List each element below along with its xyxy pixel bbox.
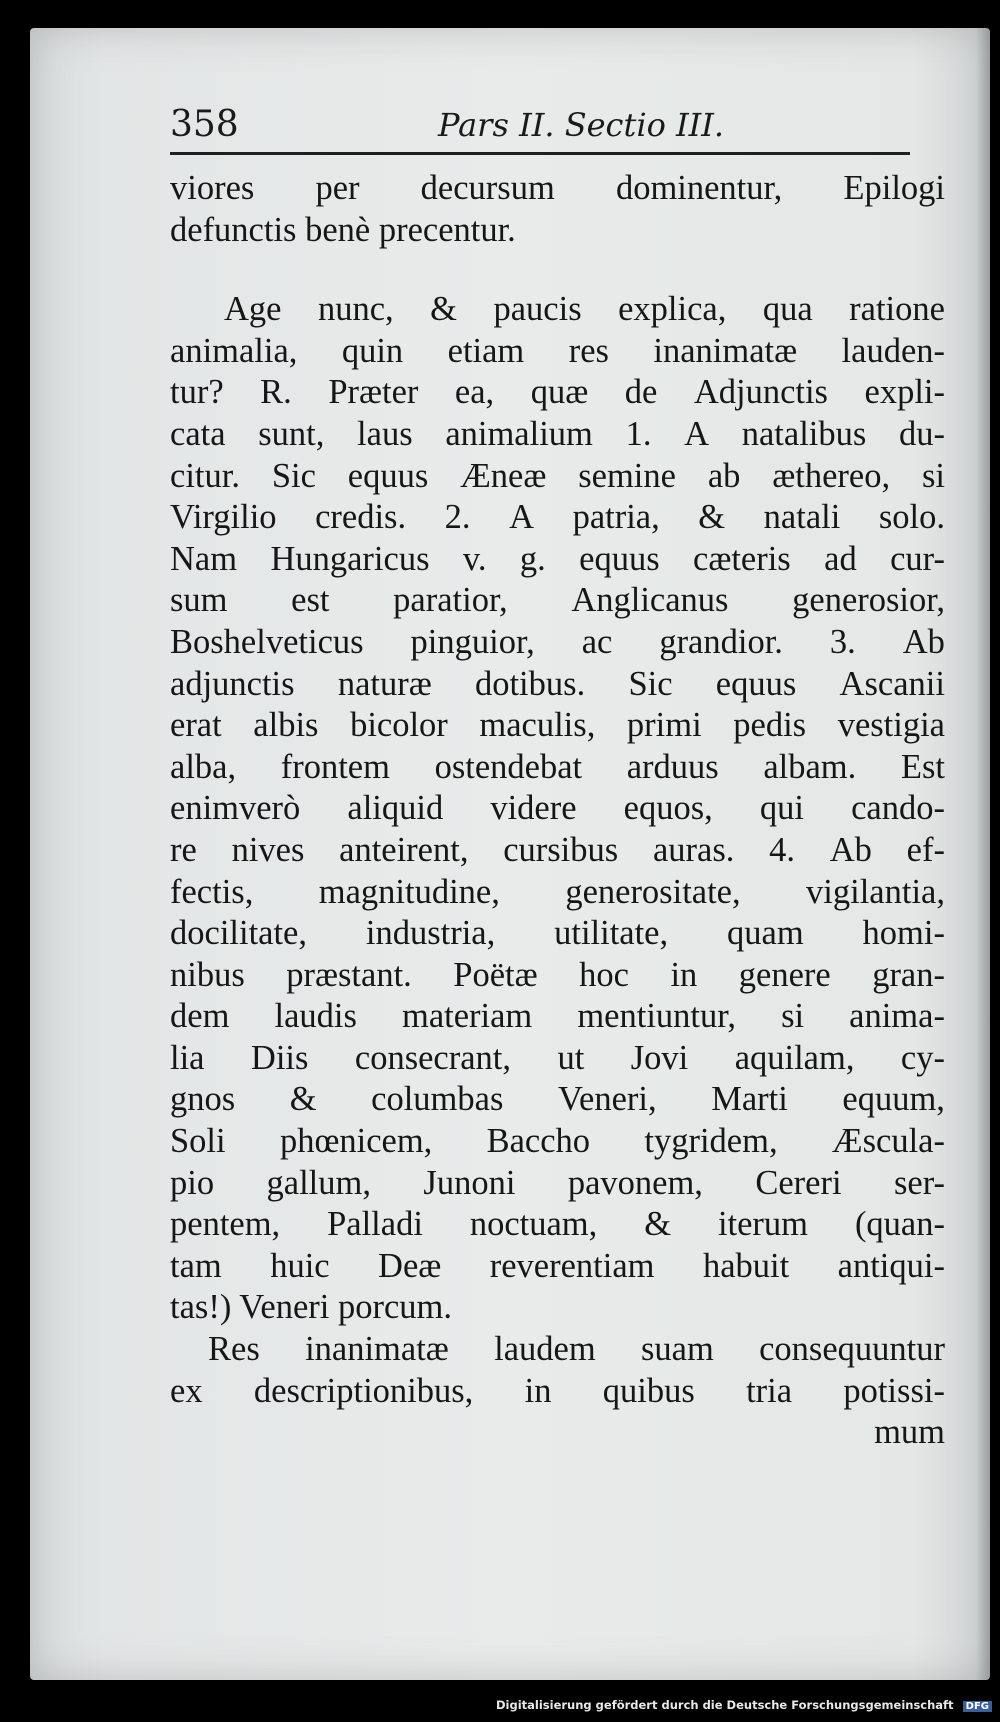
word: phœnicem, (279, 1122, 433, 1161)
word: dem (170, 997, 230, 1036)
text-line (170, 1121, 945, 1163)
word: in (524, 1371, 552, 1410)
word: cæteris (693, 539, 791, 578)
text-line (170, 289, 945, 331)
text-line (170, 1038, 945, 1080)
word: fectis, (170, 872, 254, 911)
word: equos, (623, 789, 713, 828)
word: Poëtæ (453, 955, 538, 994)
word: Virgilio (170, 498, 277, 537)
word: Age (224, 290, 282, 329)
word: & (698, 498, 726, 537)
word: Deæ (378, 1246, 442, 1285)
page-number: 358 (170, 104, 239, 145)
word: A (509, 498, 535, 537)
word: materiam (401, 997, 533, 1036)
word: si (921, 456, 945, 495)
word: laudem (494, 1330, 596, 1369)
word: equus (347, 456, 429, 495)
word: Ab (829, 830, 872, 869)
word: sunt, (258, 414, 325, 453)
word: lia (170, 1038, 205, 1077)
text-line (170, 913, 945, 955)
word: pedis (733, 706, 807, 745)
word: Jovi (630, 1038, 689, 1077)
word: anima- (849, 997, 945, 1036)
word: (quan- (854, 1205, 945, 1244)
word: quibus (602, 1371, 695, 1410)
word: sum (170, 581, 228, 620)
word: consequuntur (759, 1330, 945, 1369)
word: quæ (530, 373, 589, 412)
word: albam. (763, 747, 857, 786)
running-head: Pars II. Sectio III. (438, 106, 725, 144)
word: gnos (170, 1080, 236, 1119)
word: v. (462, 539, 487, 578)
word: reverentiam (489, 1246, 655, 1285)
word: primi (626, 706, 702, 745)
word: descriptionibus, (253, 1371, 474, 1410)
word: huic (270, 1246, 330, 1285)
text-line (170, 580, 945, 622)
word: natalibus (741, 414, 867, 453)
word: & (289, 1080, 317, 1119)
word: pio (170, 1163, 215, 1202)
word: in (670, 955, 698, 994)
word: de (624, 373, 658, 412)
word: industria, (365, 914, 496, 953)
word: du- (898, 414, 945, 453)
text-line (170, 1246, 945, 1288)
word: qua (762, 290, 813, 329)
word: expli- (864, 373, 945, 412)
word: quin (341, 331, 404, 370)
word: ab (707, 456, 741, 495)
word: vigilantia, (806, 872, 945, 911)
word: 1. (625, 414, 652, 453)
word: naturæ (337, 664, 432, 703)
word: Sic (271, 456, 316, 495)
word: Palladi (327, 1205, 423, 1244)
word: iterum (717, 1205, 809, 1244)
word: ea, (454, 373, 495, 412)
catchword: mum (874, 1413, 945, 1452)
word: gallum, (266, 1163, 371, 1202)
word: nunc, (317, 290, 394, 329)
word: re (170, 830, 197, 869)
word: credis. (315, 498, 407, 537)
word: alba, (170, 747, 237, 786)
text-line: tas!) Veneri porcum. (170, 1288, 452, 1327)
word: explica, (618, 290, 727, 329)
text-line (170, 456, 945, 498)
text-line (170, 497, 945, 539)
text-line (170, 372, 945, 414)
word: quam (727, 914, 804, 953)
word: Cereri (755, 1163, 842, 1202)
word: frontem (280, 747, 390, 786)
word: ac (581, 622, 613, 661)
word: Res (208, 1330, 260, 1369)
word: potissi- (843, 1371, 945, 1410)
word: nibus (170, 955, 245, 994)
word: Adjunctis (693, 373, 828, 412)
text-line (170, 664, 945, 706)
word: auras. (652, 830, 735, 869)
word: paucis (493, 290, 582, 329)
text-line (170, 1371, 945, 1413)
word: inanimatæ (305, 1330, 449, 1369)
word: albis (253, 706, 319, 745)
word: laus (357, 414, 413, 453)
word: g. (519, 539, 546, 578)
word: tria (746, 1371, 793, 1410)
word: citur. (170, 456, 240, 495)
word: equus (579, 539, 660, 578)
word: tur? (170, 373, 224, 412)
text-line: defunctis benè precentur. (170, 210, 516, 249)
word: Veneri, (557, 1080, 657, 1119)
text-line (170, 414, 945, 456)
word: mentiuntur, (577, 997, 736, 1036)
word: laudis (274, 997, 357, 1036)
word: Marti (711, 1080, 788, 1119)
word: qui (759, 789, 804, 828)
word: semine (578, 456, 676, 495)
word: viores (170, 169, 255, 207)
word: lauden- (841, 331, 945, 370)
credit-text: Digitalisierung gefördert durch die Deutsche Forschungsgemeinschaft (496, 1698, 954, 1712)
word: pentem, (170, 1205, 281, 1244)
word: aquilam, (734, 1038, 855, 1077)
paragraph-gap (170, 251, 945, 289)
text-line (170, 1163, 945, 1205)
word: inanimatæ (653, 331, 798, 370)
word: suam (640, 1330, 714, 1369)
page-edge-shadow (976, 28, 990, 1680)
text-line (170, 168, 945, 210)
word: cata (170, 414, 226, 453)
word: docilitate, (170, 914, 307, 953)
word: pavonem, (567, 1163, 703, 1202)
word: Boshelveticus (170, 622, 364, 661)
word: Anglicanus (571, 581, 729, 620)
word: & (644, 1205, 672, 1244)
text-line (170, 996, 945, 1038)
word: Sic (628, 664, 673, 703)
word: cy- (900, 1038, 945, 1077)
word: generosior, (792, 581, 945, 620)
word: paratior, (393, 581, 508, 620)
word: homi- (862, 914, 945, 953)
word: etiam (447, 331, 525, 370)
word: habuit (702, 1246, 790, 1285)
word: ostendebat (434, 747, 583, 786)
word: animalium (445, 414, 593, 453)
word: noctuam, (469, 1205, 598, 1244)
word: adjunctis (170, 664, 295, 703)
text-line (170, 955, 945, 997)
word: equum, (842, 1080, 945, 1119)
word: R. (260, 373, 292, 412)
word: Epilogi (843, 169, 945, 207)
word: 2. (444, 498, 471, 537)
word: tam (170, 1246, 222, 1285)
word: Soli (170, 1122, 226, 1161)
word: Præter (328, 373, 419, 412)
word: arduus (626, 747, 719, 786)
word: tygridem, (644, 1122, 778, 1161)
text-line (170, 747, 945, 789)
word: generositate, (565, 872, 741, 911)
word: ser- (893, 1163, 945, 1202)
word: columbas (371, 1080, 504, 1119)
word: grandior. (659, 622, 783, 661)
word: Junoni (423, 1163, 516, 1202)
word: 3. (829, 622, 856, 661)
word: ratione (849, 290, 945, 329)
word: Æscula- (831, 1122, 945, 1161)
word: animalia, (170, 331, 298, 370)
text-line (170, 872, 945, 914)
page-header (170, 100, 950, 156)
body-text (170, 168, 945, 1454)
word: Hungaricus (270, 539, 430, 578)
word: est (291, 581, 330, 620)
word: equus (715, 664, 797, 703)
dfg-logo-icon: DFG (963, 1701, 992, 1712)
word: per (315, 169, 360, 207)
word: ut (557, 1038, 585, 1077)
word: patria, (572, 498, 660, 537)
word: Ab (902, 622, 945, 661)
word: anteirent, (339, 830, 469, 869)
word: cur- (890, 539, 945, 578)
word: præstant. (286, 955, 412, 994)
word: ad (824, 539, 857, 578)
word: erat (170, 706, 222, 745)
word: enimverò (170, 789, 301, 828)
word: nives (231, 830, 305, 869)
word: videre (490, 789, 577, 828)
word: A (684, 414, 710, 453)
word: 4. (769, 830, 795, 869)
text-line (170, 788, 945, 830)
word: natali (763, 498, 841, 537)
header-rule (170, 152, 910, 155)
word: cando- (851, 789, 945, 828)
word: genere (738, 955, 831, 994)
word: aliquid (347, 789, 444, 828)
word: si (781, 997, 805, 1036)
text-line (170, 1079, 945, 1121)
word: Baccho (486, 1122, 591, 1161)
word: cursibus (503, 830, 619, 869)
word: Diis (250, 1038, 309, 1077)
word: Nam (170, 539, 238, 578)
word: antiqui- (837, 1246, 945, 1285)
text-line (170, 1204, 945, 1246)
word: & (430, 290, 457, 329)
word: vestigia (837, 706, 945, 745)
word: magnitudine, (318, 872, 500, 911)
text-line (170, 705, 945, 747)
text-line (170, 830, 945, 872)
word: maculis, (479, 706, 596, 745)
word: decursum (420, 169, 555, 207)
word: dominentur, (615, 169, 783, 207)
text-line (170, 622, 945, 664)
word: res (568, 331, 609, 370)
word: ex (170, 1371, 203, 1410)
word: Est (900, 747, 945, 786)
text-line (170, 1329, 945, 1371)
word: hoc (579, 955, 629, 994)
text-line (170, 539, 945, 581)
word: Æneæ (460, 456, 547, 495)
digitization-credit (0, 1694, 1000, 1716)
word: utilitate, (554, 914, 669, 953)
word: bicolor (350, 706, 448, 745)
word: consecrant, (354, 1038, 512, 1077)
word: gran- (872, 955, 945, 994)
word: Ascanii (839, 664, 945, 703)
word: dotibus. (474, 664, 586, 703)
word: æthereo, (772, 456, 891, 495)
word: pinguior, (410, 622, 535, 661)
text-line (170, 331, 945, 373)
word: solo. (878, 498, 945, 537)
word: ef- (906, 830, 945, 869)
